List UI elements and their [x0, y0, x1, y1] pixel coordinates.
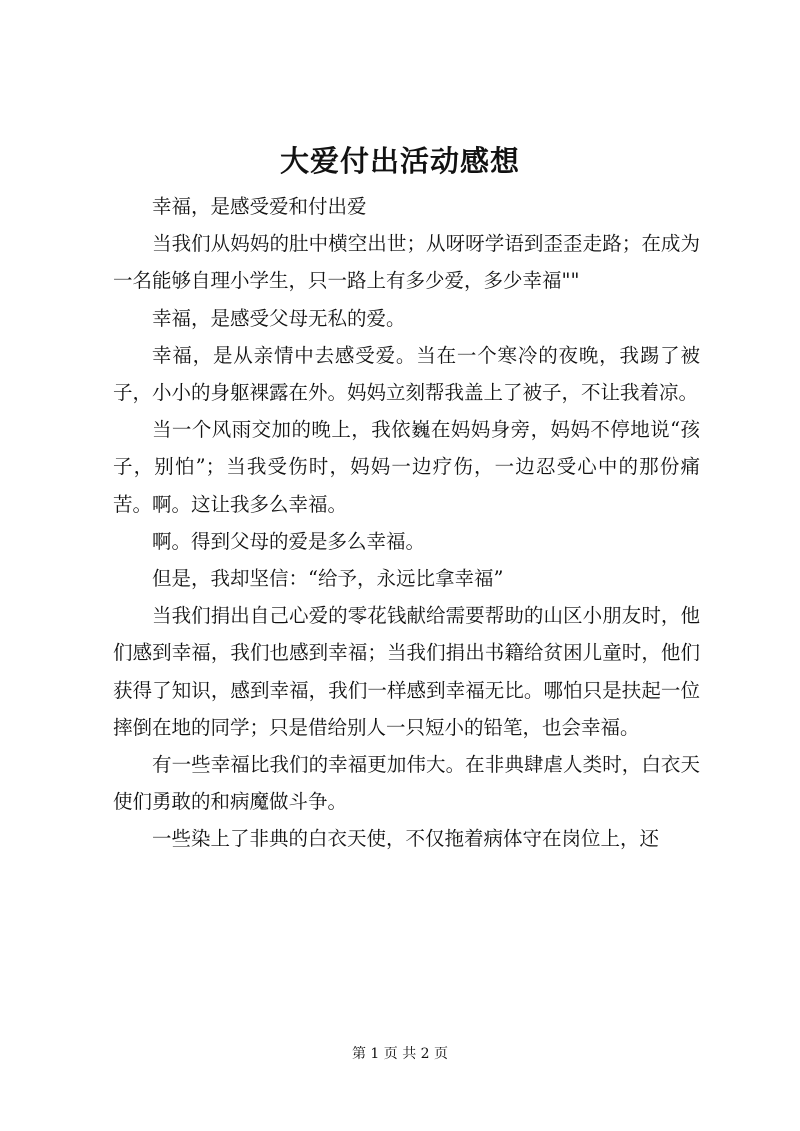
paragraph: 幸福，是从亲情中去感受爱。当在一个寒冷的夜晚，我踢了被子，小小的身躯裸露在外。妈妈立刻帮我盖上了被子，不让我着凉。 [113, 343, 700, 405]
paragraph: 幸福，是感受父母无私的爱。 [152, 306, 406, 330]
paragraph: 当我们从妈妈的肚中横空出世；从呀呀学语到歪歪走路；在成为一名能够自理小学生，只一路上有多少爱，多少幸福"" [113, 232, 700, 293]
document-title: 大爱付出活动感想 [279, 144, 520, 178]
page-footer: 第 1 页 共 2 页 [351, 1046, 449, 1062]
paragraph: 但是，我却坚信：“给予，永远比拿幸福” [152, 567, 504, 591]
paragraph: 有一些幸福比我们的幸福更加伟大。在非典肆虐人类时，白衣天使们勇敢的和病魔做斗争。 [113, 753, 700, 814]
paragraph: 幸福，是感受爱和付出爱 [152, 195, 367, 218]
paragraph: 一些染上了非典的白衣天使，不仅拖着病体守在岗位上，还 [152, 827, 660, 851]
paragraph: 当我们捐出自己心爱的零花钱献给需要帮助的山区小朋友时，他们感到幸福，我们也感到幸福；当我们捐出书籍给贫困儿童时，他们获得了知识，感到幸福，我们一样感到幸福无比。哪怕只是扶起一位摔倒在地的同学；只是借给别人一只短小的铅笔，也会幸福。 [113, 604, 700, 739]
document-body [113, 188, 700, 858]
paragraph: 啊。得到父母的爱是多么幸福。 [152, 529, 426, 553]
paragraph: 当一个风雨交加的晚上，我依巍在妈妈身旁，妈妈不停地说“孩子，别怕”；当我受伤时，妈妈一边疗伤，一边忍受心中的那份痛苦。啊。这让我多么幸福。 [113, 418, 700, 516]
